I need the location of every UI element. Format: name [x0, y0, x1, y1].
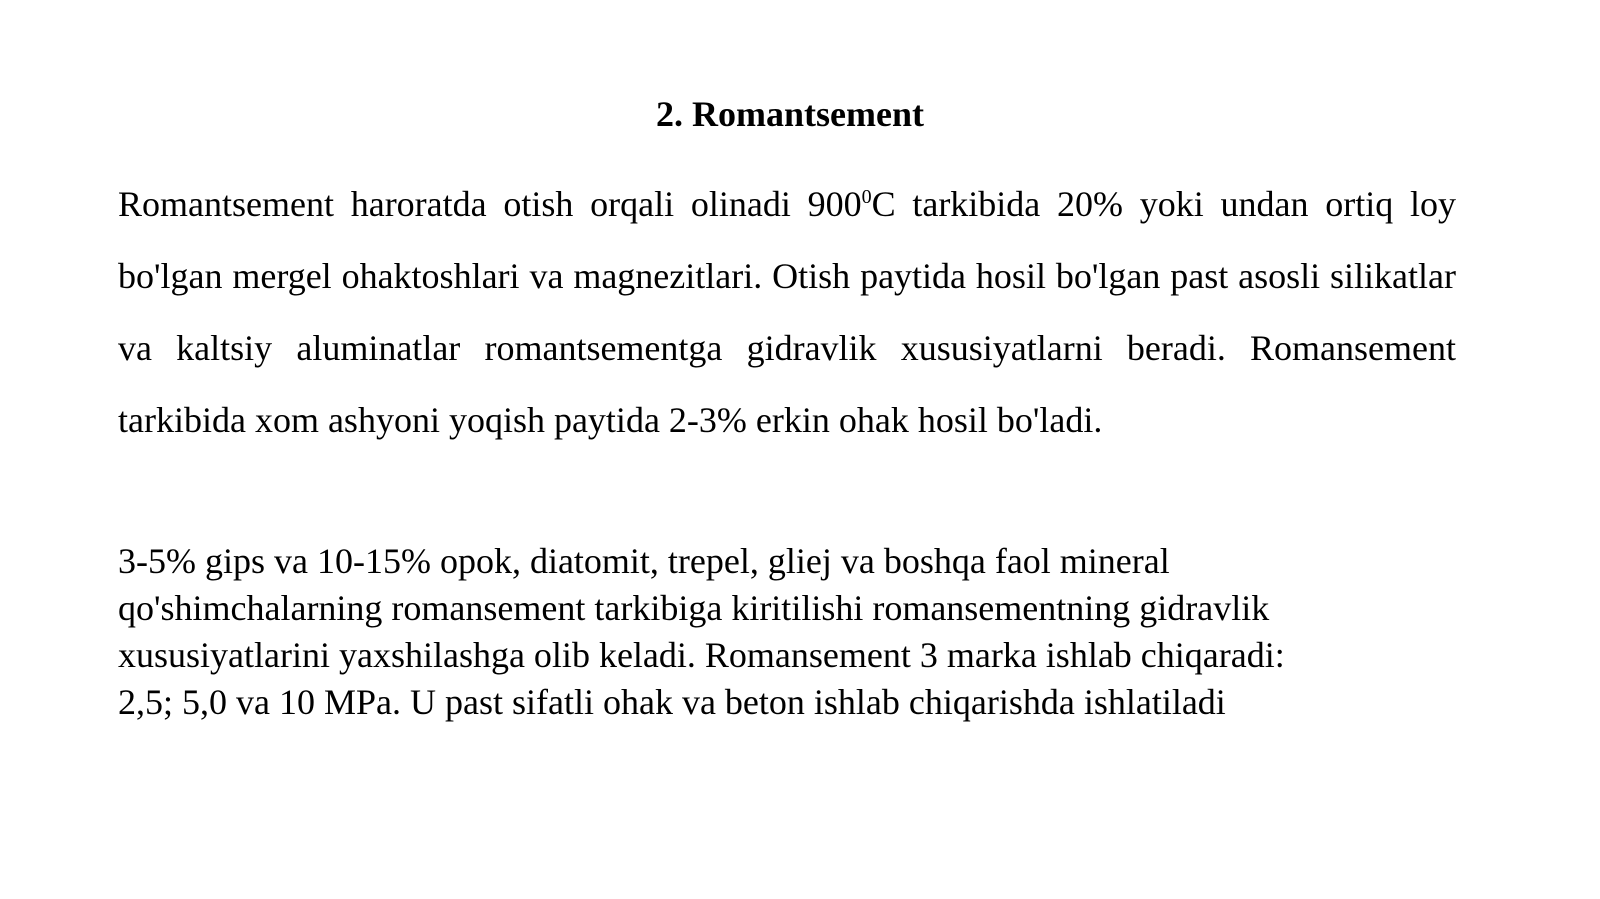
degree-superscript: 0 [861, 186, 872, 208]
paragraph1-text-start: Romantsement haroratda otish orqali olinadi 900 [118, 184, 862, 224]
slide-title: 2. Romantsement [656, 94, 924, 134]
paragraph2-line: qo'shimchalarning romansement tarkibiga kiritilishi romansementning gidravlik [118, 588, 1270, 628]
paragraph1-text-end: C tarkibida 20% yoki undan ortiq loy bo'lgan mergel ohaktoshlari va magnezitlari. Otish paytida hosil bo'lgan past asosli silikatlar va kaltsiy aluminatlar romantsementga gidravlik xususiyatlarni beradi. Romansement tarkibida xom ashyoni yoqish paytida 2-3% erkin ohak hosil bo'ladi. [118, 184, 1456, 440]
paragraph2-line: 3-5% gips va 10-15% opok, diatomit, trepel, gliej va boshqa faol mineral [118, 541, 1170, 581]
paragraph2-line: 2,5; 5,0 va 10 MPa. U past sifatli ohak va beton ishlab chiqarishda ishlatiladi [118, 682, 1226, 722]
paragraph2-line: xususiyatlarini yaxshilashga olib keladi. Romansement 3 marka ishlab chiqaradi: [118, 635, 1285, 675]
paragraph-romantsement-production [118, 168, 1456, 456]
paragraph-romansement-additives [118, 538, 1518, 726]
